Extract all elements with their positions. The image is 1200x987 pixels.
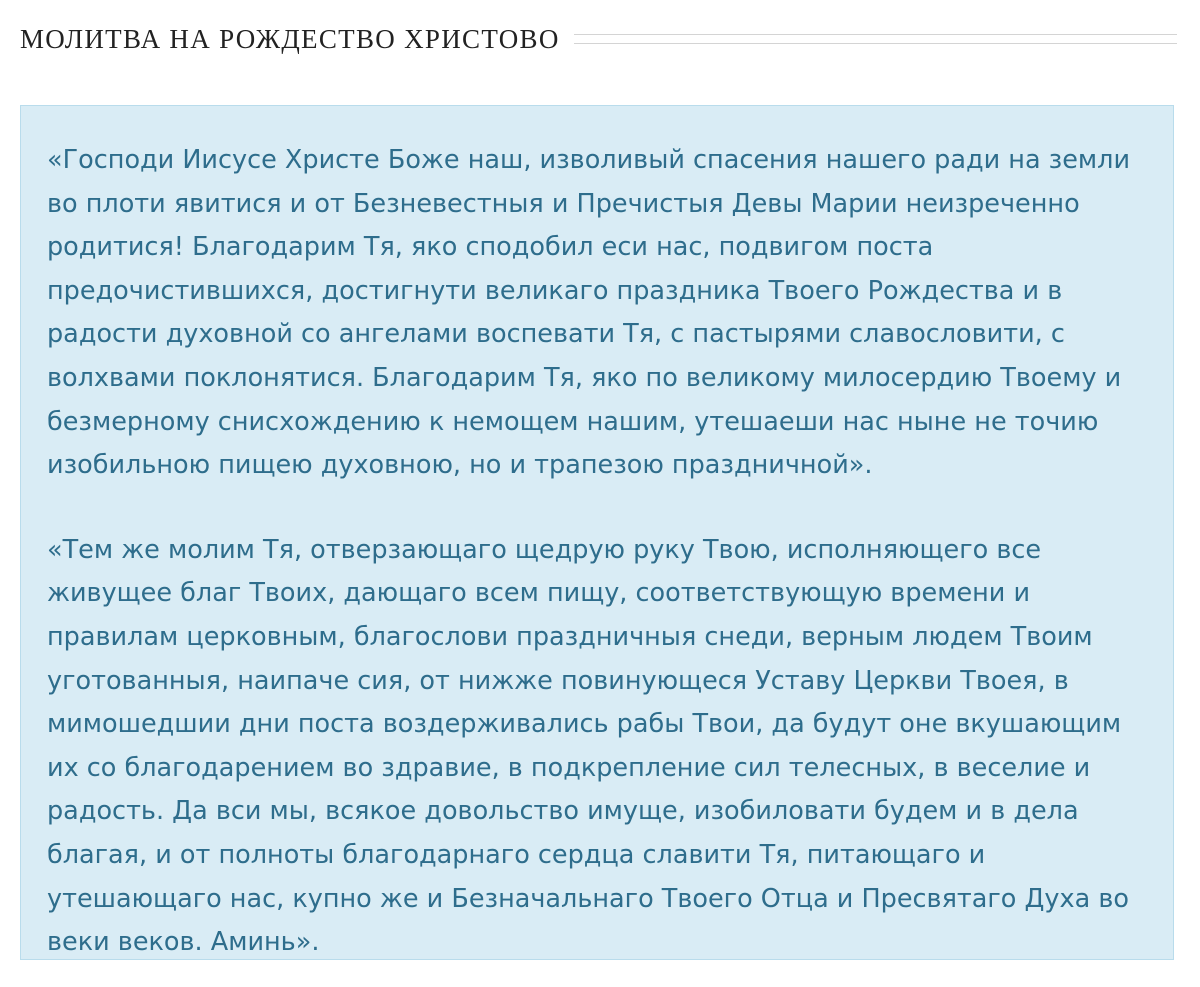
heading-divider	[574, 34, 1177, 44]
prayer-paragraph-1: «Господи Иисусе Христе Боже наш, изволивый спасения нашего ради на земли во плоти явитися и от Безневестныя и Пречистыя Девы Марии неизреченно родитися! Благодарим Тя, яко сподобил еси нас, подвигом поста предочистившихся, достигнути великаго праздника Твоего Рождества и в радости духовной со ангелами воспевати Тя, с пастырями славословити, с волхвами поклонятися. Благодарим Тя, яко по великому милосердию Твоему и безмерному снисхождению к немощем нашим, утешаеши нас ныне не точию изобильною пищею духовною, но и трапезою праздничной».	[47, 145, 1131, 481]
section-heading	[20, 18, 1177, 60]
page-title: МОЛИТВА НА РОЖДЕСТВО ХРИСТОВО	[20, 23, 560, 54]
prayer-text-box	[20, 105, 1174, 960]
prayer-paragraph-2: «Тем же молим Тя, отверзающаго щедрую руку Твою, исполняющего все живущее благ Твоих, дающаго всем пищу, соответствующую времени и правилам церковным, благослови праздничныя снеди, верным людем Твоим уготованныя, наипаче сия, от нижже повинующеся Уставу Церкви Твоея, в мимошедшии дни поста воздерживались рабы Твои, да будут оне вкушающим их со благодарением во здравие, в подкрепление сил телесных, в веселие и радость. Да вси мы, всякое довольство имуще, изобиловати будем и в дела благая, и от полноты благодарнаго сердца славити Тя, питающаго и утешающаго нас, купно же и Безначальнаго Твоего Отца и Пресвятаго Духа во веки веков. Аминь».	[47, 534, 1129, 958]
